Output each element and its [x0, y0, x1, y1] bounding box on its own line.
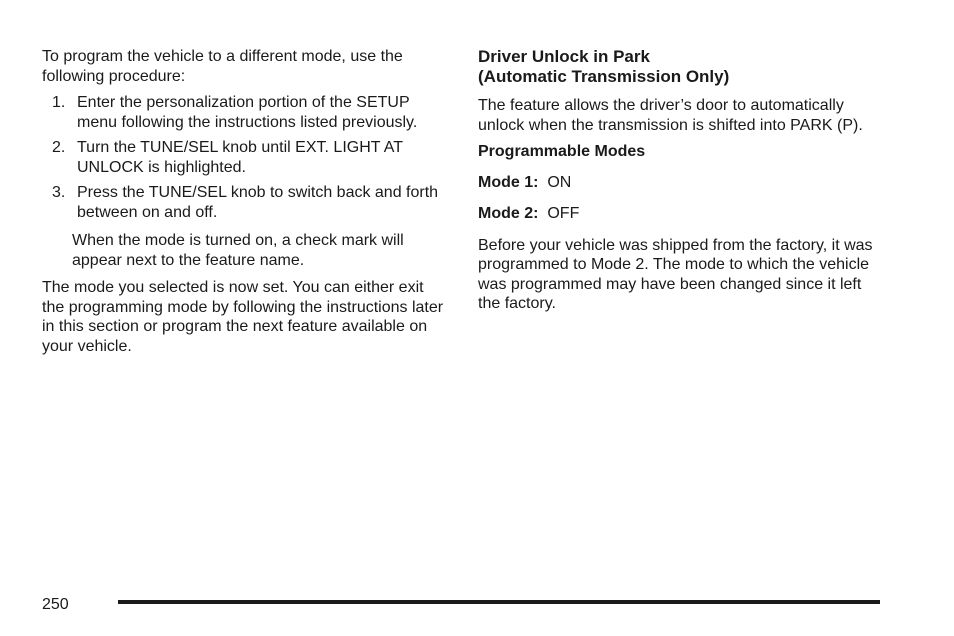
- procedure-step: [42, 93, 447, 132]
- procedure-step: [42, 138, 447, 177]
- step-note: When the mode is turned on, a check mark will appear next to the feature name.: [72, 232, 404, 269]
- step-number: 3.: [52, 184, 66, 201]
- right-column: [478, 47, 883, 314]
- mode-1-line: [478, 173, 883, 193]
- mode-value: ON: [547, 173, 572, 191]
- mode-label: Mode 1:: [478, 173, 539, 191]
- step-number: 1.: [52, 94, 66, 111]
- mode-label: Mode 2:: [478, 205, 539, 222]
- step-text: Enter the personalization portion of the SETUP menu following the instructions listed previously.: [77, 94, 418, 131]
- heading-line-1: Driver Unlock in Park: [478, 47, 650, 66]
- mode-2-line: [478, 204, 883, 224]
- step-text: Press the TUNE/SEL knob to switch back and forth between on and off.: [77, 184, 439, 221]
- closing-paragraph: The mode you selected is now set. You can either exit the programming mode by following the instructions later in this section or program the next feature available on your vehicle.: [42, 279, 444, 355]
- section-heading: [478, 47, 883, 87]
- heading-line-2: (Automatic Transmission Only): [478, 67, 730, 86]
- procedure-step: [42, 183, 447, 222]
- factory-mode-paragraph: Before your vehicle was shipped from the factory, it was programmed to Mode 2. The mode to which the vehicle was programmed may have been changed since it left the factory.: [478, 236, 873, 312]
- footer-rule: [118, 600, 880, 604]
- feature-description: The feature allows the driver’s door to automatically unlock when the transmission is shifted into PARK (P).: [478, 97, 863, 134]
- procedure-steps: [42, 93, 447, 222]
- step-number: 2.: [52, 139, 66, 156]
- step-text: Turn the TUNE/SEL knob until EXT. LIGHT AT UNLOCK is highlighted.: [77, 139, 403, 176]
- mode-value: OFF: [547, 205, 580, 222]
- page-number: 250: [42, 596, 69, 613]
- programmable-modes-subheading: Programmable Modes: [478, 143, 646, 160]
- left-column: [42, 47, 447, 356]
- intro-paragraph: To program the vehicle to a different mode, use the following procedure:: [42, 48, 403, 85]
